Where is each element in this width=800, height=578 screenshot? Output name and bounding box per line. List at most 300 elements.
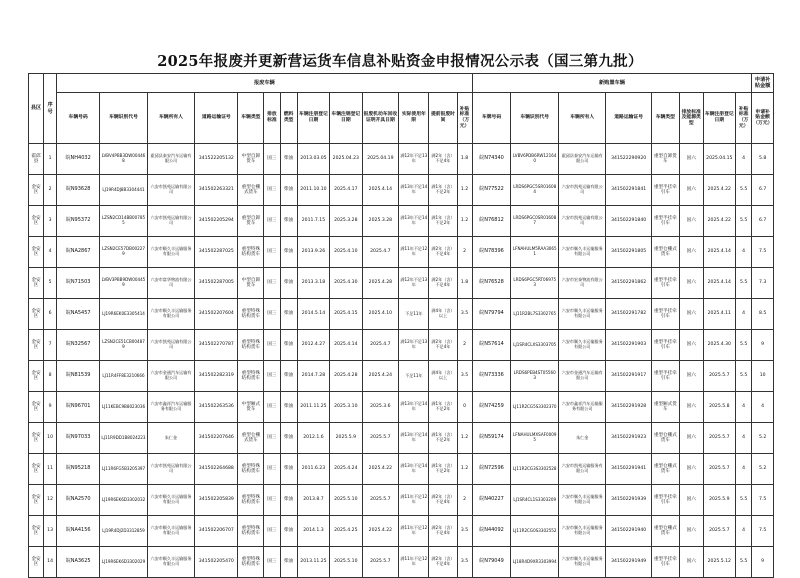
table-cell: 满12年不足13年 — [399, 268, 429, 299]
header-group-scrap: 报废车辆 — [57, 74, 473, 93]
table-cell: 霍邱县泰安汽车运输有限公司 — [147, 144, 195, 175]
table-cell: 六安市凯苑运输有限公司 — [147, 330, 195, 361]
table-cell: 2025.4.22 — [703, 175, 735, 206]
table-cell: 重型仓栅式货车 — [651, 516, 679, 547]
table-cell: 皖N76528 — [472, 268, 511, 299]
table-cell: 国六 — [679, 392, 703, 423]
table-cell: 中型自卸货车 — [238, 268, 264, 299]
table-cell: 341502263321 — [195, 175, 238, 206]
table-row — [29, 144, 774, 175]
table-cell: 皖N32567 — [57, 330, 100, 361]
table-cell: 重型仓栅式货车 — [238, 175, 264, 206]
table-cell: 重型特殊结构货车 — [238, 547, 264, 578]
table-cell: 柴油 — [280, 392, 297, 423]
table-cell: LJ1SR4CLXS3303705 — [511, 330, 559, 361]
table-cell: 国三 — [264, 547, 280, 578]
table-cell: 2025.4.14 — [703, 268, 735, 299]
table-cell: 341502291939 — [606, 485, 651, 516]
table-cell: 7.5 — [752, 485, 774, 516]
table-cell: 2025.4.14 — [703, 237, 735, 268]
header-scrap-col: 车辆注册登记日期 — [297, 93, 329, 144]
header-scrap-col: 报废机动车回收证明开具日期 — [362, 93, 399, 144]
header-new-col: 车辆注册登记日期 — [703, 93, 735, 144]
table-cell: 10 — [44, 423, 57, 454]
table-cell: 皖N73336 — [472, 361, 511, 392]
table-cell: 六安市凯苑运输有限公司 — [147, 175, 195, 206]
table-cell: 六安市顺久丰运输服务有限公司 — [558, 299, 606, 330]
table-cell: 重型特殊结构货车 — [238, 237, 264, 268]
table-cell: 金安区 — [29, 454, 44, 485]
table-cell: 6.7 — [752, 175, 774, 206]
table-cell: 国六 — [679, 454, 703, 485]
table-cell: 重型仓栅式货车 — [651, 423, 679, 454]
table-cell: 皖N77522 — [472, 175, 511, 206]
table-cell: 六安市鑫祥汽车运输服务有限公司 — [147, 392, 195, 423]
table-cell: 2013.8.7 — [297, 485, 329, 516]
table-cell: 重型半挂牵引车 — [651, 547, 679, 578]
table-cell: 重型厢式货车 — [651, 392, 679, 423]
table-cell: 六安市顺久丰运输服务有限公司 — [558, 237, 606, 268]
table-cell: 2013.9.26 — [297, 237, 329, 268]
table-cell: 满4年（含）以上 — [429, 299, 457, 330]
table-cell: 341502287025 — [195, 237, 238, 268]
table-cell: 柴油 — [280, 485, 297, 516]
table-cell: 重型特殊结构货车 — [238, 485, 264, 516]
table-cell: 皖N78396 — [472, 237, 511, 268]
table-cell: 2014.7.28 — [297, 361, 329, 392]
table-cell: 皖N71503 — [57, 268, 100, 299]
table-cell: LJ19R4DJ8B3304441 — [100, 175, 148, 206]
table-cell: 满1年（含）不足2年 — [429, 392, 457, 423]
table-cell: 国六 — [679, 361, 703, 392]
table-cell: 国三 — [264, 516, 280, 547]
table-cell: 2014.5.14 — [297, 299, 329, 330]
table-cell: 满11年不足12年 — [399, 485, 429, 516]
table-cell: 5.5 — [735, 547, 751, 578]
table-cell: 柴油 — [280, 454, 297, 485]
table-cell: 2025.4.24 — [330, 454, 362, 485]
table-cell: 3.5 — [457, 516, 472, 547]
table-cell: 341502206707 — [195, 516, 238, 547]
table-cell: 国三 — [264, 392, 280, 423]
header-scrap-col: 车辆号码 — [57, 93, 100, 144]
table-cell: 重型半挂牵引车 — [651, 330, 679, 361]
table-cell: 六安市顺久丰运输服务有限公司 — [558, 330, 606, 361]
table-cell: LJ11R4FF8E3210666 — [100, 361, 148, 392]
table-cell: 六安市凯苑运输有限公司 — [147, 206, 195, 237]
table-cell: 六安市宏泰物流有限公司 — [558, 268, 606, 299]
table-cell: 1.2 — [457, 175, 472, 206]
table-cell: LRDS6PGC0SR016087 — [511, 206, 559, 237]
table-cell: 柴油 — [280, 547, 297, 578]
table-cell: LJ11R2BL7S3302765 — [511, 299, 559, 330]
table-cell: 341502291949 — [606, 547, 651, 578]
table-cell: LFNAHULM5RAA30651 — [511, 237, 559, 268]
table-cell: 六安市凯苑运输有限公司 — [147, 454, 195, 485]
table-body — [29, 144, 774, 578]
table-cell: 柴油 — [280, 206, 297, 237]
table-cell: 2025.4.28 — [362, 268, 399, 299]
table-cell: 皖NA4156 — [57, 516, 100, 547]
table-cell: 满12年不足13年 — [399, 144, 429, 175]
table-row — [29, 268, 774, 299]
table-cell: 3 — [44, 206, 57, 237]
table-cell: LJ11R2CG5S3302370 — [511, 392, 559, 423]
table-cell: 2025.4.28 — [330, 361, 362, 392]
table-cell: 皖NA2867 — [57, 237, 100, 268]
table-row — [29, 485, 774, 516]
table-cell: 满13年不足14年 — [399, 423, 429, 454]
table-cell: 7.5 — [752, 516, 774, 547]
table-cell: 不足11年 — [399, 361, 429, 392]
header-scrap-col: 道路运输证号 — [195, 93, 238, 144]
table-cell: 重型半挂牵引车 — [651, 206, 679, 237]
table-cell: 满11年不足12年 — [399, 237, 429, 268]
table-cell: 金安区 — [29, 237, 44, 268]
table-cell: 重型特殊结构货车 — [238, 516, 264, 547]
table-cell: 4 — [752, 392, 774, 423]
table-row — [29, 299, 774, 330]
table-cell: 六安市富华物流有限公司 — [147, 268, 195, 299]
table-row — [29, 392, 774, 423]
table-cell: 341502291841 — [606, 175, 651, 206]
header-apply-amount: 申请补贴金额 — [752, 74, 774, 93]
table-cell: 2025.4.11 — [703, 299, 735, 330]
table-cell: 341502291940 — [606, 516, 651, 547]
table-cell: 朱仁金 — [558, 423, 606, 454]
table-cell: 不足11年 — [399, 299, 429, 330]
table-cell: 皖NA5457 — [57, 299, 100, 330]
table-cell: 5 — [44, 268, 57, 299]
table-cell: 2011.11.25 — [297, 392, 329, 423]
table-cell: 满1年（含）不足2年 — [429, 206, 457, 237]
table-cell: 国六 — [679, 330, 703, 361]
table-cell: 341502207604 — [195, 299, 238, 330]
table-cell: 2 — [457, 237, 472, 268]
header-new-col: 补贴标准（万元） — [735, 93, 751, 144]
table-row — [29, 237, 774, 268]
table-cell: 341502205294 — [195, 206, 238, 237]
table-cell: 2025.3.28 — [330, 206, 362, 237]
header-new-col: 排放标准及能源类型 — [679, 93, 703, 144]
table-cell: LJ19R4DJ2D3312859 — [100, 516, 148, 547]
table-cell: 341502263536 — [195, 392, 238, 423]
table-cell: 满2年（含）不足4年 — [429, 144, 457, 175]
table-cell: 12 — [44, 485, 57, 516]
table-cell: 2025.4.10 — [362, 299, 399, 330]
table-cell: 皖N79049 — [472, 547, 511, 578]
table-cell: 4 — [735, 423, 751, 454]
table-cell: 柴油 — [280, 423, 297, 454]
table-cell: 柴油 — [280, 237, 297, 268]
table-cell: 皖N97033 — [57, 423, 100, 454]
table-cell: 341502291903 — [606, 330, 651, 361]
table-cell: 2025.4.22 — [362, 454, 399, 485]
table-cell: LZSN2CE51CB004879 — [100, 330, 148, 361]
table-cell: 341502207646 — [195, 423, 238, 454]
table-cell: 341502291917 — [606, 361, 651, 392]
header-group-new: 新购置车辆 — [472, 74, 752, 93]
table-cell: 满13年不足14年 — [399, 454, 429, 485]
table-cell: 2025.3.6 — [362, 392, 399, 423]
table-cell: 皖N93628 — [57, 175, 100, 206]
table-cell: 六安市顺久丰运输服务有限公司 — [147, 547, 195, 578]
table-cell: 重型自卸货车 — [651, 144, 679, 175]
table-row — [29, 175, 774, 206]
table-cell: 重型仓栅式货车 — [651, 237, 679, 268]
table-cell: 4 — [735, 392, 751, 423]
table-cell: LJ19R6EK6D3302029 — [100, 547, 148, 578]
table-cell: 2012.4.27 — [297, 330, 329, 361]
table-cell: 1.2 — [457, 206, 472, 237]
table-cell: 2025.5.7 — [703, 454, 735, 485]
table-cell: 341502264688 — [195, 454, 238, 485]
table-cell: 朱仁金 — [147, 423, 195, 454]
header-new-col: 道路运输证号 — [606, 93, 651, 144]
table-cell: 皖N44092 — [472, 516, 511, 547]
table-cell: 国三 — [264, 361, 280, 392]
table-cell: LJ18R4D9XR3303994 — [511, 547, 559, 578]
table-cell: 2025.4.17 — [330, 175, 362, 206]
table-cell: LVBV6PDB6RW121640 — [511, 144, 559, 175]
table-cell: 柴油 — [280, 516, 297, 547]
table-cell: 2011.6.23 — [297, 454, 329, 485]
header-new-col: 车辆所有人 — [558, 93, 606, 144]
table-cell: 金安区 — [29, 330, 44, 361]
table-cell: 1.2 — [457, 423, 472, 454]
table-cell: 重型半挂牵引车 — [651, 175, 679, 206]
table-cell: 重型半挂牵引车 — [651, 361, 679, 392]
header-scrap-col: 补贴标准（万元） — [457, 93, 472, 144]
table-cell: 金安区 — [29, 516, 44, 547]
table-cell: 2025.5.10 — [330, 485, 362, 516]
table-cell: 2025.5.9 — [703, 485, 735, 516]
table-cell: 2025.5.8 — [703, 392, 735, 423]
table-row — [29, 330, 774, 361]
table-cell: 六安市顺久丰运输服务有限公司 — [558, 516, 606, 547]
table-cell: 金安区 — [29, 299, 44, 330]
table-cell: 六安市凯苑运输有限公司 — [558, 175, 606, 206]
table-cell: 2025.4.10 — [330, 237, 362, 268]
table-cell: 341502291782 — [606, 299, 651, 330]
table-row — [29, 206, 774, 237]
table-cell: LJ19R6EK6D3302032 — [100, 485, 148, 516]
table-row — [29, 516, 774, 547]
table-cell: 六安市顺久丰运输服务有限公司 — [147, 516, 195, 547]
table-cell: 0 — [457, 392, 472, 423]
table-cell: 2025.5.9 — [330, 423, 362, 454]
table-cell: 皖N96701 — [57, 392, 100, 423]
table-cell: 9 — [44, 392, 57, 423]
table-cell: 2025.5.7 — [703, 516, 735, 547]
table-cell: 满13年不足14年 — [399, 175, 429, 206]
table-cell: LJ11R2CG3S3302528 — [511, 454, 559, 485]
table-cell: 六安市顺久丰运输服务有限公司 — [147, 237, 195, 268]
table-cell: 国三 — [264, 330, 280, 361]
table-cell: 7.5 — [752, 237, 774, 268]
header-index: 序号 — [44, 74, 57, 144]
table-cell: 霍邱县泰安汽车运输有限公司 — [558, 144, 606, 175]
table-cell: 中型厢式货车 — [238, 392, 264, 423]
table-cell: 中型自卸货车 — [238, 144, 264, 175]
table-cell: LJ11R2CG0S3302552 — [511, 516, 559, 547]
table-cell: 金安区 — [29, 268, 44, 299]
table-cell: 2013.11.25 — [297, 547, 329, 578]
table-cell: 341502282319 — [195, 361, 238, 392]
table-cell: 6.7 — [752, 206, 774, 237]
table-cell: 六安市顺久丰运输服务有限公司 — [147, 485, 195, 516]
table-cell: 柴油 — [280, 268, 297, 299]
table-cell: 金安区 — [29, 361, 44, 392]
table-cell: 国三 — [264, 423, 280, 454]
header-scrap-col: 实际使用年限 — [399, 93, 429, 144]
table-cell: 341502291862 — [606, 268, 651, 299]
table-cell: 341502287005 — [195, 268, 238, 299]
table-cell: 5.5 — [735, 175, 751, 206]
table-cell: 柴油 — [280, 175, 297, 206]
table-cell: 重型特殊结构货车 — [238, 454, 264, 485]
table-cell: 满2年（含）不足4年 — [429, 237, 457, 268]
table-cell: 满1年（含）不足2年 — [429, 423, 457, 454]
table-cell: 满2年（含）不足4年 — [429, 268, 457, 299]
table-cell: 六安市金通汽车运输有限公司 — [558, 361, 606, 392]
table-cell: 4 — [735, 454, 751, 485]
table-cell: LZSN2CD14BB007855 — [100, 206, 148, 237]
table-cell: 满13年不足14年 — [399, 206, 429, 237]
table-cell: 2025.4.22 — [362, 516, 399, 547]
table-cell: 2025.5.7 — [703, 361, 735, 392]
table-cell: 六安市顺久丰运输服务有限公司 — [558, 547, 606, 578]
table-cell: 国六 — [679, 299, 703, 330]
table-cell: 2025.4.22 — [703, 206, 735, 237]
header-new-col: 车辆类型 — [651, 93, 679, 144]
table-cell: 8.5 — [752, 299, 774, 330]
table-cell: 2025.5.7 — [703, 423, 735, 454]
table-cell: 国六 — [679, 423, 703, 454]
table-cell: LJ11R9DD1B8024223 — [100, 423, 148, 454]
header-scrap-col: 车辆所有人 — [147, 93, 195, 144]
table-cell: 2025.4.14 — [362, 175, 399, 206]
table-cell: 7 — [44, 330, 57, 361]
table-cell: 重型特殊结构货车 — [238, 299, 264, 330]
table-cell: LRDS6PEB4ST055603 — [511, 361, 559, 392]
table-cell: 2014.1.3 — [297, 516, 329, 547]
table-cell: 金安区 — [29, 392, 44, 423]
table-cell: 六安市凯苑运输服务有限公司 — [558, 454, 606, 485]
table-cell: 皖N81539 — [57, 361, 100, 392]
table-cell: 2025.5.7 — [362, 423, 399, 454]
table-cell: 9 — [752, 330, 774, 361]
table-cell: 柴油 — [280, 144, 297, 175]
table-cell: 9 — [752, 547, 774, 578]
table-cell: 4 — [44, 237, 57, 268]
table-cell: 皖N95218 — [57, 454, 100, 485]
table-cell: 金安区 — [29, 175, 44, 206]
header-district: 县区 — [29, 74, 44, 144]
table-cell: 金安区 — [29, 206, 44, 237]
table-cell: 341502270787 — [195, 330, 238, 361]
table-cell: 1 — [44, 144, 57, 175]
table-cell: 皖N95372 — [57, 206, 100, 237]
table-cell: 重型半挂牵引车 — [651, 299, 679, 330]
table-cell: 国六 — [679, 144, 703, 175]
header-scrap-col: 车辆注销登记日期 — [330, 93, 362, 144]
page-title: 2025年报废并更新营运货车信息补贴资金申报情况公示表（国三第九批） — [157, 53, 643, 70]
table-cell: 六安市金通汽车运输有限公司 — [147, 361, 195, 392]
table-cell: LJ11R6FG5B3205397 — [100, 454, 148, 485]
table-cell: 皖N74259 — [472, 392, 511, 423]
table-cell: 金安区 — [29, 423, 44, 454]
table-cell: 国三 — [264, 454, 280, 485]
table-cell: 2025.4.24 — [362, 361, 399, 392]
table-cell: 5.5 — [735, 330, 751, 361]
table-cell: 2 — [457, 485, 472, 516]
table-cell: 5.5 — [735, 268, 751, 299]
table-cell: 重型特殊结构货车 — [238, 361, 264, 392]
table-cell: 六安市凯苑运输有限公司 — [558, 206, 606, 237]
table-cell: 国六 — [679, 237, 703, 268]
table-cell: LZSN2CE57DB002279 — [100, 237, 148, 268]
table-cell: 8 — [44, 361, 57, 392]
table-cell: 国六 — [679, 547, 703, 578]
table-cell: 2025.5.10 — [330, 547, 362, 578]
table-cell: 341502291928 — [606, 392, 651, 423]
table-cell: 重型自卸货车 — [238, 206, 264, 237]
table-cell: 341502291805 — [606, 237, 651, 268]
table-cell: 满2年（含）不足4年 — [429, 485, 457, 516]
table-cell: 2013.03.05 — [297, 144, 329, 175]
table-cell: 皖N76812 — [472, 206, 511, 237]
table-cell: 2025.4.14 — [330, 330, 362, 361]
table-cell: 1.8 — [457, 268, 472, 299]
table-cell: 341502291840 — [606, 206, 651, 237]
table-cell: 柴油 — [280, 330, 297, 361]
table-cell: 六安市顺久丰运输服务有限公司 — [147, 299, 195, 330]
table-cell: 2011.7.15 — [297, 206, 329, 237]
table-row — [29, 454, 774, 485]
table-cell: 3.5 — [457, 299, 472, 330]
table-cell: 重型半挂牵引车 — [651, 268, 679, 299]
table-cell: 2011.10.10 — [297, 175, 329, 206]
table-cell: 重型仓栅式货车 — [238, 423, 264, 454]
table-cell: 2025.4.15 — [330, 299, 362, 330]
table-cell: 重型特殊结构货车 — [238, 330, 264, 361]
table-cell: 满2年（含）不足4年 — [429, 547, 457, 578]
header-scrap-col: 提前报废时间 — [429, 93, 457, 144]
table-cell: 重型半挂牵引车 — [651, 485, 679, 516]
table-cell: 霍邱县 — [29, 144, 44, 175]
table-cell: 2025.04.15 — [703, 144, 735, 175]
table-cell: 5.8 — [752, 144, 774, 175]
header-new-col: 车牌号码 — [472, 93, 511, 144]
table-cell: 2025.4.30 — [703, 330, 735, 361]
table-cell: 满1年（含）不足2年 — [429, 454, 457, 485]
table-cell: 2013.3.18 — [297, 268, 329, 299]
table-cell: 2025.4.7 — [362, 330, 399, 361]
table-cell: 2025.5.7 — [362, 485, 399, 516]
header-scrap-col: 燃料类型 — [280, 93, 297, 144]
table-cell: 2025.3.10 — [330, 392, 362, 423]
table-cell: 5.5 — [735, 361, 751, 392]
table-cell: 2025.4.25 — [330, 516, 362, 547]
table-cell: 满11年不足12年 — [399, 516, 429, 547]
table-cell: LRDS6PGC5SR016084 — [511, 175, 559, 206]
table-cell: 1.8 — [457, 144, 472, 175]
table-cell: LVBV3PBB9DW004459 — [100, 268, 148, 299]
table-cell: 满4年（含）以上 — [429, 361, 457, 392]
table-cell: 满12年不足13年 — [399, 330, 429, 361]
table-cell: 341502291941 — [606, 454, 651, 485]
